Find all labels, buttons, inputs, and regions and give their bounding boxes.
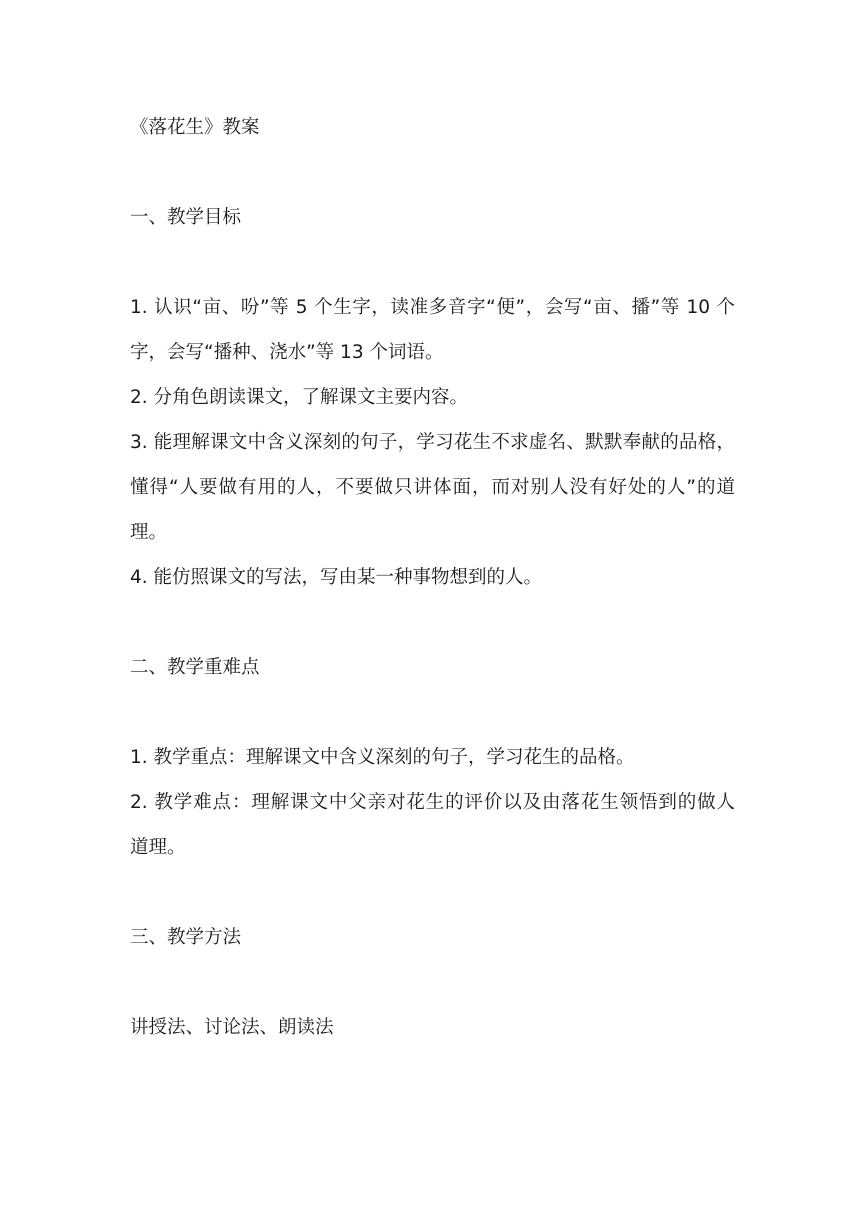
objective-2: 2. 分角色朗读课文，了解课文主要内容。 <box>130 387 469 408</box>
objective-4: 4. 能仿照课文的写法，写由某一种事物想到的人。 <box>130 567 543 588</box>
objective-3-line-1: 3. 能理解课文中含义深刻的句子，学习花生不求虚名、默默奉献的品格， <box>130 432 735 453</box>
section-heading-key-points: 二、教学重难点 <box>130 657 260 678</box>
objective-1-line-2: 字，会写“播种、浇水”等 13 个词语。 <box>130 342 444 363</box>
section-heading-methods: 三、教学方法 <box>130 927 242 948</box>
key-point: 1. 教学重点：理解课文中含义深刻的句子，学习花生的品格。 <box>130 747 635 768</box>
objective-1-line-1: 1. 认识“亩、吩”等 5 个生字，读准多音字“便”，会写“亩、播”等 10 个 <box>130 297 735 318</box>
objective-3-line-2: 懂得“人要做有用的人，不要做只讲体面，而对别人没有好处的人”的道 <box>130 477 735 498</box>
section-heading-objectives: 一、教学目标 <box>130 207 242 228</box>
objective-3-line-3: 理。 <box>130 522 168 543</box>
teaching-methods: 讲授法、讨论法、朗读法 <box>130 1017 334 1038</box>
difficult-point-line-2: 道理。 <box>130 837 186 858</box>
difficult-point-line-1: 2. 教学难点：理解课文中父亲对花生的评价以及由落花生领悟到的做人 <box>130 792 735 813</box>
document-title: 《落花生》教案 <box>130 117 260 138</box>
